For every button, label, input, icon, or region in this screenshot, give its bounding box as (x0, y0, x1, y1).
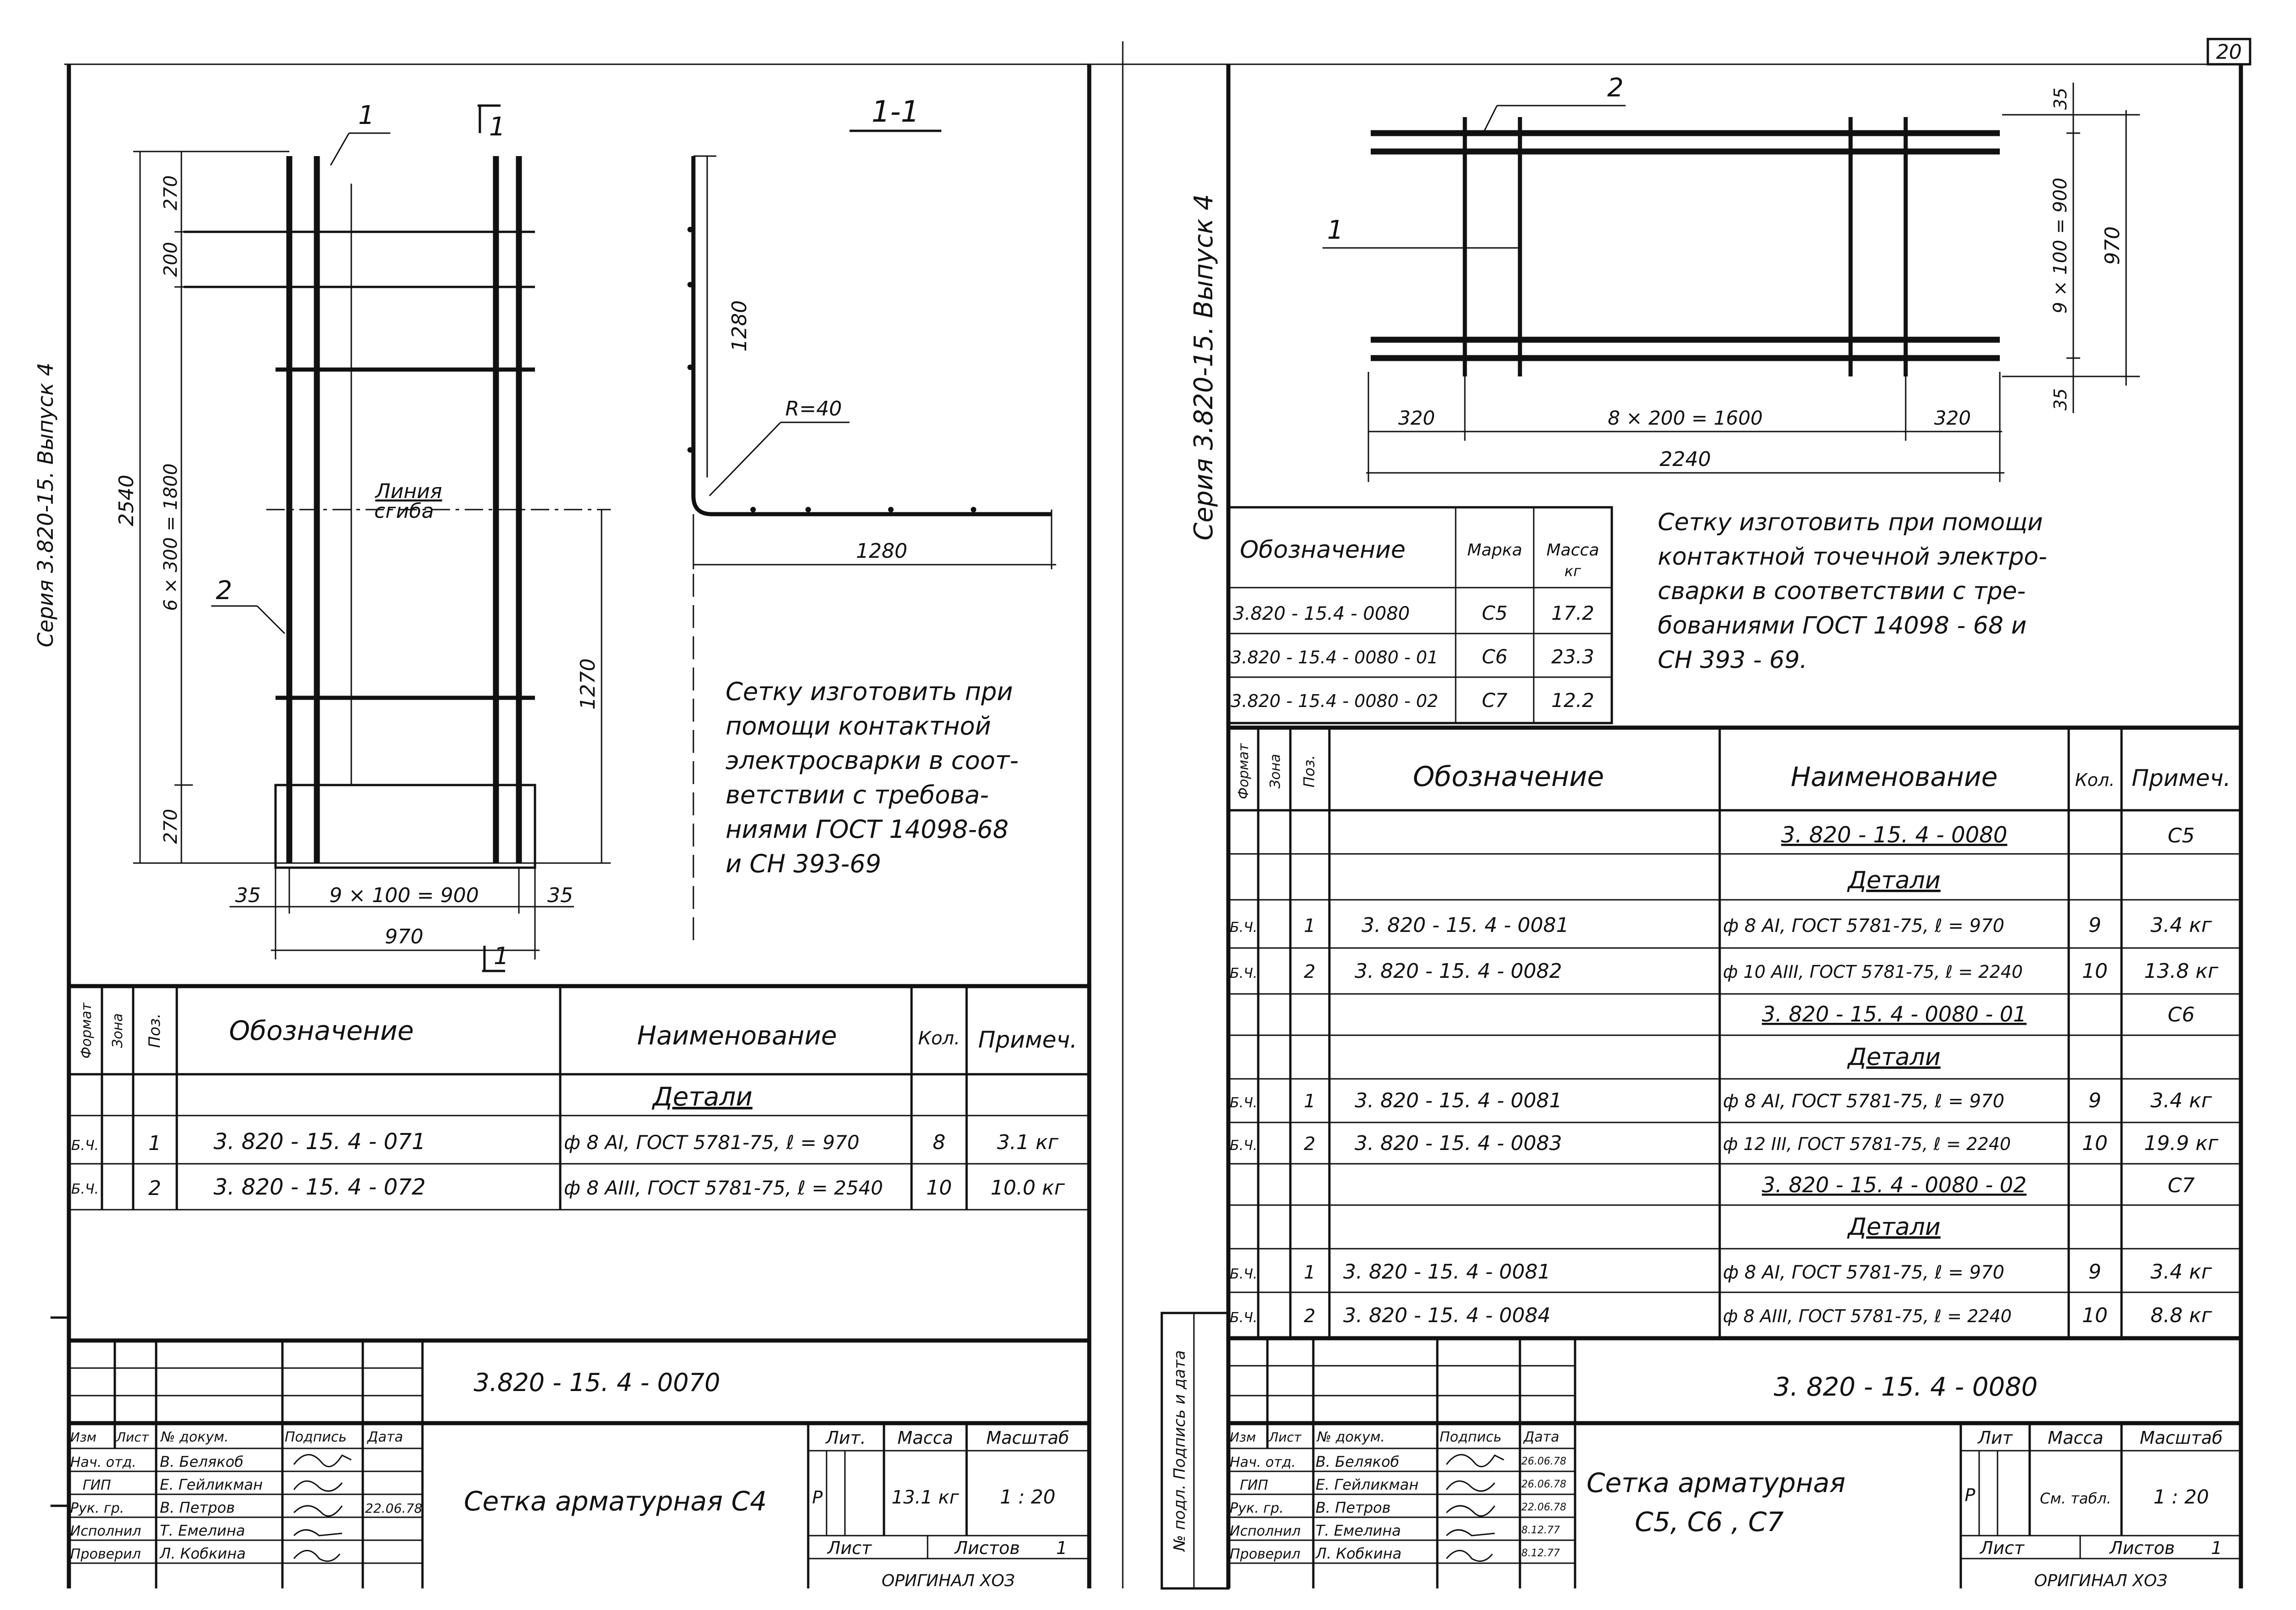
right-side-stamp: № подл. Подпись и дата (1171, 1350, 1189, 1551)
svg-text:контактной точечной электро-: контактной точечной электро- (1658, 543, 2047, 571)
svg-text:Подпись: Подпись (1440, 1429, 1502, 1445)
svg-text:9: 9 (2088, 1089, 2101, 1112)
right-dim-320-left: 320 (1398, 407, 1435, 429)
svg-text:Масса: Масса (1546, 541, 1599, 560)
left-spec-table (69, 986, 1089, 1210)
svg-text:3. 820 - 15. 4 - 0080 - 01: 3. 820 - 15. 4 - 0080 - 01 (1761, 1002, 2027, 1027)
svg-text:ГИП: ГИП (83, 1477, 111, 1493)
svg-text:13.8 кг: 13.8 кг (2144, 959, 2218, 983)
right-dim-320-right: 320 (1934, 407, 1971, 429)
svg-text:Нач. отд.: Нач. отд. (70, 1454, 136, 1470)
svg-text:Рук. гр.: Рук. гр. (70, 1500, 124, 1516)
svg-text:ф 8 AIII, ГОСТ 5781-75, ℓ = 22: ф 8 AIII, ГОСТ 5781-75, ℓ = 2240 (1723, 1306, 2012, 1326)
svg-text:ниями ГОСТ 14098-68: ниями ГОСТ 14098-68 (726, 815, 1009, 844)
svg-text:1: 1 (148, 1132, 161, 1155)
svg-text:Листов: Листов (2110, 1538, 2175, 1558)
right-mark-table (1228, 507, 1612, 723)
svg-text:1 : 20: 1 : 20 (2153, 1486, 2209, 1508)
svg-text:3.820 - 15.4 - 0080 - 01: 3.820 - 15.4 - 0080 - 01 (1231, 647, 1439, 668)
right-doc-code: 3. 820 - 15. 4 - 0080 (1773, 1372, 2038, 1402)
svg-text:Кол.: Кол. (2075, 770, 2115, 790)
svg-text:3.4 кг: 3.4 кг (2150, 1260, 2212, 1284)
svg-text:1 : 20: 1 : 20 (1000, 1486, 1056, 1508)
svg-text:3. 820 - 15. 4 - 0081: 3. 820 - 15. 4 - 0081 (1362, 914, 1569, 937)
svg-text:Масса: Масса (2048, 1428, 2104, 1448)
svg-text:ветствии с требова-: ветствии с требова- (726, 780, 989, 809)
svg-text:19.9 кг: 19.9 кг (2144, 1132, 2218, 1155)
section-marker-top: 1 (489, 112, 506, 142)
marker-1: 1 (358, 101, 375, 130)
svg-text:Марка: Марка (1467, 541, 1522, 560)
svg-text:3.4 кг: 3.4 кг (2150, 914, 2212, 937)
svg-text:3. 820 - 15. 4 - 0080: 3. 820 - 15. 4 - 0080 (1781, 822, 2008, 848)
svg-text:Б.Ч.: Б.Ч. (71, 1181, 99, 1197)
right-dim-9x100: 9 × 100 = 900 (2050, 177, 2071, 314)
right-note (1658, 509, 2047, 674)
svg-text:8: 8 (933, 1131, 945, 1154)
svg-text:Лит: Лит (1978, 1428, 2013, 1448)
svg-text:3. 820 - 15. 4 - 0082: 3. 820 - 15. 4 - 0082 (1355, 959, 1562, 983)
page-number: 20 (2216, 40, 2242, 64)
svg-text:3. 820 - 15. 4 - 0080 - 02: 3. 820 - 15. 4 - 0080 - 02 (1761, 1172, 2027, 1197)
svg-text:С5: С5 (1481, 602, 1508, 624)
svg-text:ф 8 AIII, ГОСТ 5781-75, ℓ = 25: ф 8 AIII, ГОСТ 5781-75, ℓ = 2540 (564, 1177, 884, 1199)
svg-text:Подпись: Подпись (285, 1429, 347, 1445)
svg-text:Обозначение: Обозначение (229, 1015, 414, 1046)
dim-270-top: 270 (160, 175, 181, 211)
svg-text:3. 820 - 15. 4 - 0083: 3. 820 - 15. 4 - 0083 (1355, 1132, 1562, 1155)
svg-text:3. 820 - 15. 4 - 071: 3. 820 - 15. 4 - 071 (214, 1129, 426, 1155)
svg-text:Обозначение: Обозначение (1240, 536, 1406, 564)
svg-text:Детали: Детали (1848, 1043, 1941, 1071)
svg-text:сварки в соответствии с тре-: сварки в соответствии с тре- (1658, 578, 2026, 605)
svg-text:Л. Кобкина: Л. Кобкина (160, 1545, 246, 1562)
svg-text:Нач. отд.: Нач. отд. (1230, 1454, 1296, 1470)
svg-text:1: 1 (2211, 1538, 2223, 1558)
svg-text:Б.Ч.: Б.Ч. (1230, 965, 1258, 982)
svg-text:сгиба: сгиба (374, 499, 434, 523)
svg-text:9: 9 (2088, 914, 2101, 937)
svg-text:№ докум.: № докум. (1317, 1429, 1385, 1445)
svg-text:3.4 кг: 3.4 кг (2150, 1089, 2212, 1112)
svg-text:26.06.78: 26.06.78 (1521, 1479, 1566, 1490)
svg-text:ф 8 AI, ГОСТ 5781-75, ℓ = 970: ф 8 AI, ГОСТ 5781-75, ℓ = 970 (1723, 1091, 2004, 1112)
svg-text:Л. Кобкина: Л. Кобкина (1316, 1545, 1402, 1562)
svg-text:ОРИГИНАЛ ХОЗ: ОРИГИНАЛ ХОЗ (881, 1571, 1015, 1590)
svg-text:2: 2 (1304, 1306, 1316, 1327)
svg-text:Изм: Изм (70, 1430, 96, 1445)
right-dim-2240: 2240 (1660, 448, 1711, 471)
svg-text:Т. Емелина: Т. Емелина (160, 1522, 245, 1539)
right-spec-table (1228, 728, 2241, 1338)
left-doc-code: 3.820 - 15. 4 - 0070 (473, 1368, 720, 1397)
svg-text:10: 10 (2082, 1304, 2108, 1327)
svg-text:Примеч.: Примеч. (978, 1027, 1077, 1053)
dim-6x300: 6 × 300 = 1800 (160, 463, 181, 611)
dim-200: 200 (160, 241, 181, 277)
left-title-block (51, 1318, 1089, 1590)
svg-text:10: 10 (926, 1176, 952, 1200)
left-note (726, 677, 1019, 878)
svg-text:Формат: Формат (79, 1003, 95, 1059)
svg-text:Б.Ч.: Б.Ч. (1230, 920, 1258, 936)
svg-text:Лист: Лист (827, 1538, 872, 1558)
svg-text:Листов: Листов (955, 1538, 1020, 1558)
right-dim-8x200: 8 × 200 = 1600 (1608, 407, 1763, 429)
svg-text:Изм: Изм (1230, 1430, 1256, 1445)
right-side-label: Серия 3.820-15. Выпуск 4 (1189, 194, 1219, 541)
svg-text:1: 1 (1304, 1091, 1316, 1112)
svg-text:Зона: Зона (110, 1013, 126, 1048)
right-sheet (1162, 64, 2241, 1590)
section-title: 1-1 (871, 95, 920, 129)
left-section-details: Детали (653, 1082, 753, 1112)
svg-text:Сетку изготовить при помощи: Сетку изготовить при помощи (1658, 509, 2043, 536)
svg-text:3.820 - 15.4 - 0080 - 02: 3.820 - 15.4 - 0080 - 02 (1231, 691, 1439, 711)
svg-text:С7: С7 (1481, 689, 1508, 712)
svg-text:Б.Ч.: Б.Ч. (1230, 1095, 1258, 1111)
svg-text:3. 820 - 15. 4 - 0084: 3. 820 - 15. 4 - 0084 (1343, 1304, 1551, 1327)
svg-text:ф 8 AI, ГОСТ 5781-75, ℓ = 970: ф 8 AI, ГОСТ 5781-75, ℓ = 970 (1723, 1262, 2004, 1283)
svg-text:Р: Р (812, 1487, 823, 1508)
svg-text:Б.Ч.: Б.Ч. (71, 1138, 99, 1154)
right-dim-35-bottom: 35 (2050, 388, 2071, 411)
svg-text:26.06.78: 26.06.78 (1521, 1456, 1566, 1467)
svg-text:3.1 кг: 3.1 кг (997, 1131, 1058, 1154)
radius-label: R=40 (785, 397, 842, 421)
svg-text:17.2: 17.2 (1551, 602, 1594, 624)
svg-text:8.12.77: 8.12.77 (1521, 1548, 1560, 1559)
svg-text:помощи контактной: помощи контактной (726, 712, 991, 740)
svg-text:22.06.78: 22.06.78 (365, 1501, 422, 1516)
right-dim-970: 970 (2101, 226, 2124, 265)
svg-text:Р: Р (1964, 1485, 1975, 1505)
right-mesh-drawing (1322, 73, 2140, 482)
svg-text:В. Белякоб: В. Белякоб (160, 1453, 244, 1470)
svg-text:Проверил: Проверил (70, 1546, 141, 1562)
svg-text:Поз.: Поз. (146, 1013, 164, 1048)
svg-text:ф 8 AI, ГОСТ 5781-75, ℓ = 970: ф 8 AI, ГОСТ 5781-75, ℓ = 970 (564, 1131, 860, 1154)
svg-text:2: 2 (1304, 961, 1316, 982)
pos-2-label: 2 (216, 576, 232, 606)
svg-text:Кол.: Кол. (918, 1028, 960, 1049)
svg-text:кг: кг (1564, 562, 1581, 580)
right-title-block (1228, 1338, 2241, 1590)
svg-text:22.06.78: 22.06.78 (1521, 1502, 1566, 1513)
svg-text:3. 820 - 15. 4 - 0081: 3. 820 - 15. 4 - 0081 (1355, 1089, 1562, 1112)
svg-text:СН 393 - 69.: СН 393 - 69. (1658, 646, 1807, 674)
svg-text:Е. Гейликман: Е. Гейликман (160, 1476, 263, 1493)
left-side-label: Серия 3.820-15. Выпуск 4 (33, 362, 58, 648)
svg-text:3. 820 - 15. 4 - 0081: 3. 820 - 15. 4 - 0081 (1343, 1260, 1551, 1284)
svg-text:2: 2 (1304, 1133, 1316, 1155)
svg-text:Рук. гр.: Рук. гр. (1230, 1500, 1284, 1516)
svg-text:и СН 393-69: и СН 393-69 (726, 849, 882, 878)
svg-text:Б.Ч.: Б.Ч. (1230, 1310, 1258, 1326)
right-dim-35-top: 35 (2050, 87, 2071, 110)
svg-text:Детали: Детали (1848, 867, 1941, 894)
svg-text:Исполнил: Исполнил (70, 1523, 141, 1539)
dim-970: 970 (385, 925, 423, 948)
svg-text:13.1 кг: 13.1 кг (891, 1487, 959, 1508)
svg-text:8.8 кг: 8.8 кг (2150, 1304, 2212, 1327)
svg-text:Е. Гейликман: Е. Гейликман (1316, 1476, 1419, 1493)
svg-text:Лит.: Лит. (826, 1428, 866, 1448)
svg-text:Обозначение: Обозначение (1412, 761, 1604, 793)
svg-text:8.12.77: 8.12.77 (1521, 1525, 1560, 1536)
dim-9x100: 9 × 100 = 900 (329, 884, 479, 907)
left-sheet (33, 64, 1089, 1590)
svg-text:ф 8 AI, ГОСТ 5781-75, ℓ = 970: ф 8 AI, ГОСТ 5781-75, ℓ = 970 (1723, 915, 2004, 937)
svg-text:электросварки в соот-: электросварки в соот- (726, 746, 1019, 775)
svg-text:12.2: 12.2 (1551, 689, 1594, 712)
svg-text:10.0 кг: 10.0 кг (990, 1176, 1065, 1200)
svg-text:10: 10 (2082, 959, 2108, 983)
right-pos-2: 2 (1607, 73, 1624, 103)
svg-text:9: 9 (2088, 1260, 2101, 1284)
svg-text:1: 1 (1056, 1538, 1068, 1558)
svg-text:ф 12 III, ГОСТ 5781-75, ℓ = 22: ф 12 III, ГОСТ 5781-75, ℓ = 2240 (1723, 1134, 2011, 1154)
svg-text:Лист: Лист (1269, 1430, 1301, 1445)
svg-text:ОРИГИНАЛ ХОЗ: ОРИГИНАЛ ХОЗ (2034, 1571, 2168, 1590)
svg-text:С6: С6 (1481, 645, 1508, 668)
svg-text:В. Белякоб: В. Белякоб (1316, 1453, 1400, 1470)
svg-text:10: 10 (2082, 1132, 2108, 1155)
svg-text:Дата: Дата (367, 1429, 403, 1445)
svg-text:С5: С5 (2167, 824, 2195, 847)
svg-text:Поз.: Поз. (1300, 755, 1318, 788)
svg-text:3.820 - 15.4 - 0080: 3.820 - 15.4 - 0080 (1233, 603, 1410, 624)
right-title-line-2: С5, С6 , С7 (1635, 1506, 1784, 1537)
svg-text:В. Петров: В. Петров (160, 1499, 235, 1516)
dim-2540: 2540 (115, 475, 138, 526)
dim-270-bottom: 270 (160, 808, 181, 844)
svg-text:Т. Емелина: Т. Емелина (1316, 1522, 1401, 1539)
svg-text:ф 10 AIII, ГОСТ 5781-75, ℓ = 2: ф 10 AIII, ГОСТ 5781-75, ℓ = 2240 (1723, 962, 2023, 982)
section-marker-bottom: 1 (494, 942, 509, 970)
svg-text:Дата: Дата (1524, 1429, 1559, 1445)
svg-text:1: 1 (1304, 915, 1316, 937)
svg-text:Детали: Детали (1848, 1213, 1941, 1241)
svg-text:Наименование: Наименование (1790, 761, 1998, 792)
svg-text:Исполнил: Исполнил (1230, 1523, 1301, 1539)
svg-text:1: 1 (1304, 1262, 1316, 1283)
dim-1280-horiz: 1280 (856, 539, 907, 563)
svg-text:23.3: 23.3 (1551, 645, 1594, 668)
svg-text:Б.Ч.: Б.Ч. (1230, 1138, 1258, 1154)
dim-35-left: 35 (235, 884, 261, 907)
svg-text:Лист: Лист (1980, 1538, 2025, 1558)
bend-line-label: Линия (375, 480, 442, 503)
svg-text:Масштаб: Масштаб (986, 1428, 1069, 1448)
svg-text:См. табл.: См. табл. (2040, 1490, 2111, 1507)
svg-text:Примеч.: Примеч. (2132, 765, 2231, 791)
svg-text:2: 2 (148, 1177, 161, 1200)
left-section-1-1 (687, 95, 1056, 941)
svg-text:В. Петров: В. Петров (1316, 1499, 1391, 1516)
right-title-line-1: Сетка арматурная (1587, 1467, 1846, 1498)
dim-1280-vert: 1280 (728, 300, 751, 352)
svg-text:С7: С7 (2167, 1174, 2195, 1197)
svg-text:Лист: Лист (116, 1430, 149, 1445)
svg-text:Проверил: Проверил (1230, 1546, 1300, 1562)
svg-text:Сетку изготовить при: Сетку изготовить при (726, 677, 1013, 706)
dim-1270: 1270 (576, 658, 600, 710)
svg-text:Б.Ч.: Б.Ч. (1230, 1266, 1258, 1282)
right-pos-1: 1 (1327, 215, 1344, 245)
left-mesh-drawing (115, 101, 611, 971)
svg-text:Зона: Зона (1267, 754, 1283, 789)
svg-text:ГИП: ГИП (1240, 1477, 1268, 1493)
svg-text:Наименование: Наименование (637, 1021, 837, 1051)
left-title: Сетка арматурная С4 (464, 1486, 767, 1517)
svg-text:С6: С6 (2167, 1003, 2195, 1027)
svg-text:3. 820 - 15. 4 - 072: 3. 820 - 15. 4 - 072 (214, 1174, 426, 1200)
dim-35-right: 35 (547, 884, 573, 907)
svg-text:№ докум.: № докум. (161, 1429, 229, 1445)
svg-text:Формат: Формат (1236, 743, 1252, 799)
svg-text:Масштаб: Масштаб (2139, 1428, 2223, 1448)
svg-text:бованиями ГОСТ 14098 - 68 и: бованиями ГОСТ 14098 - 68 и (1658, 612, 2027, 640)
svg-text:Масса: Масса (897, 1428, 953, 1448)
